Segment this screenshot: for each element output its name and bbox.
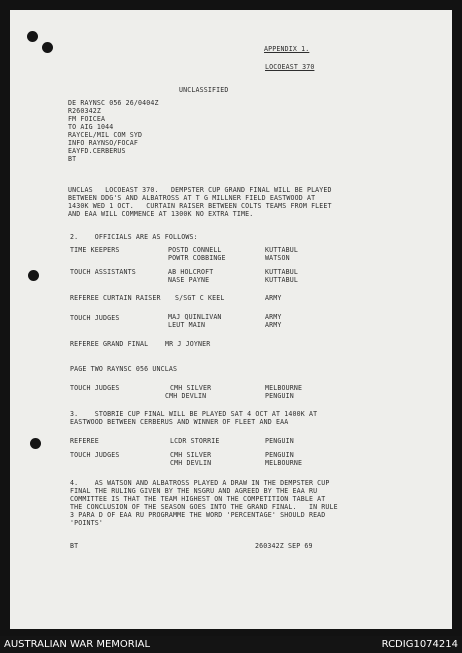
page-two-header: PAGE TWO RAYNSC 056 UNCLAS — [70, 365, 178, 373]
official-role: REFEREE CURTAIN RAISER — [70, 294, 161, 302]
official-unit: MELBOURNE — [265, 384, 303, 392]
para4-line: COMMITTEE IS THAT THE TEAM HIGHEST ON THE COMPETITION TABLE AT — [70, 495, 326, 503]
official-role: TOUCH JUDGES — [70, 314, 120, 322]
official-unit: MELBOURNE — [265, 459, 303, 467]
punch-hole — [42, 42, 53, 53]
header-line: INFO RAYNSO/FOCAF — [68, 139, 139, 147]
footer-institution: AUSTRALIAN WAR MEMORIAL — [4, 639, 151, 650]
para4-line: FINAL THE RULING GIVEN BY THE NSGRU AND AGREED BY THE EAA RU — [70, 487, 318, 495]
official-unit: ARMY — [265, 321, 282, 329]
intro-line: 1430K WED 1 OCT. CURTAIN RAISER BETWEEN COLTS TEAMS FROM FLEET — [68, 202, 332, 210]
official-unit: PENGUIN — [265, 451, 294, 459]
para4-line: 4. AS WATSON AND ALBATROSS PLAYED A DRAW IN THE DEMPSTER CUP — [70, 479, 330, 487]
header-line: RAYCEL/MIL COM SYD — [68, 131, 143, 139]
official-name: S/SGT C KEEL — [175, 294, 225, 302]
date-time-group: 260342Z SEP 69 — [255, 542, 313, 550]
official-unit: PENGUIN — [265, 437, 294, 445]
header-line: EAYFD.CERBERUS — [68, 147, 126, 155]
intro-line: UNCLAS LOCOEAST 370. DEMPSTER CUP GRAND FINAL WILL BE PLAYED — [68, 186, 332, 194]
footer-catalogue-id: RCDIG1074214 — [381, 639, 458, 650]
official-name: LCDR STORRIE — [170, 437, 220, 445]
para2-heading: 2. OFFICIALS ARE AS FOLLOWS: — [70, 233, 198, 241]
appendix-label: APPENDIX 1. — [264, 45, 310, 53]
intro-line: AND EAA WILL COMMENCE AT 1300K NO EXTRA TIME. — [68, 210, 254, 218]
archive-footer — [0, 636, 462, 653]
official-role: TOUCH JUDGES — [70, 451, 120, 459]
official-name: MAJ QUINLIVAN — [168, 313, 222, 321]
para3-line: 3. STOBRIE CUP FINAL WILL BE PLAYED SAT 4 OCT AT 1400K AT — [70, 410, 318, 418]
header-line: TO AIG 1044 — [68, 123, 114, 131]
official-unit: PENGUIN — [265, 392, 294, 400]
official-unit: ARMY — [265, 294, 282, 302]
punch-hole — [27, 31, 38, 42]
official-name: MR J JOYNER — [165, 340, 211, 348]
official-unit: KUTTABUL — [265, 246, 298, 254]
official-name: LEUT MAIN — [168, 321, 206, 329]
reference-label: LOCOEAST 370 — [265, 63, 315, 71]
official-unit: KUTTABUL — [265, 268, 298, 276]
official-name: POWTR COBBINGE — [168, 254, 226, 262]
punch-hole — [28, 270, 39, 281]
header-line: R260342Z — [68, 107, 101, 115]
closing-bt: BT — [70, 542, 79, 550]
official-unit: ARMY — [265, 313, 282, 321]
official-name: NASE PAYNE — [168, 276, 210, 284]
official-name: CMH SILVER — [170, 384, 212, 392]
official-role: REFEREE — [70, 437, 99, 445]
official-unit: KUTTABUL — [265, 276, 298, 284]
official-unit: WATSON — [265, 254, 290, 262]
document-page — [10, 10, 452, 629]
header-line: FM FOICEA — [68, 115, 106, 123]
official-role: TOUCH JUDGES — [70, 384, 120, 392]
header-line: BT — [68, 155, 77, 163]
intro-line: BETWEEN DDG'S AND ALBATROSS AT T G MILLNER FIELD EASTWOOD AT — [68, 194, 316, 202]
official-role: REFEREE GRAND FINAL — [70, 340, 149, 348]
official-name: POSTD CONNELL — [168, 246, 222, 254]
para4-line: THE CONCLUSION OF THE SEASON GOES INTO THE GRAND FINAL. IN RULE — [70, 503, 338, 511]
para3-line: EASTWOOD BETWEEN CERBERUS AND WINNER OF FLEET AND EAA — [70, 418, 289, 426]
official-name: CMH DEVLIN — [165, 392, 207, 400]
official-name: AB HOLCROFT — [168, 268, 214, 276]
official-name: CMH DEVLIN — [170, 459, 212, 467]
para4-line: 'POINTS' — [70, 519, 103, 527]
header-line: DE RAYNSC 056 26/0404Z — [68, 99, 159, 107]
para4-line: 3 PARA D OF EAA RU PROGRAMME THE WORD 'PERCENTAGE' SHOULD READ — [70, 511, 326, 519]
official-name: CMH SILVER — [170, 451, 212, 459]
official-role: TOUCH ASSISTANTS — [70, 268, 136, 276]
classification-label: UNCLASSIFIED — [179, 86, 229, 94]
punch-hole — [30, 438, 41, 449]
official-role: TIME KEEPERS — [70, 246, 120, 254]
